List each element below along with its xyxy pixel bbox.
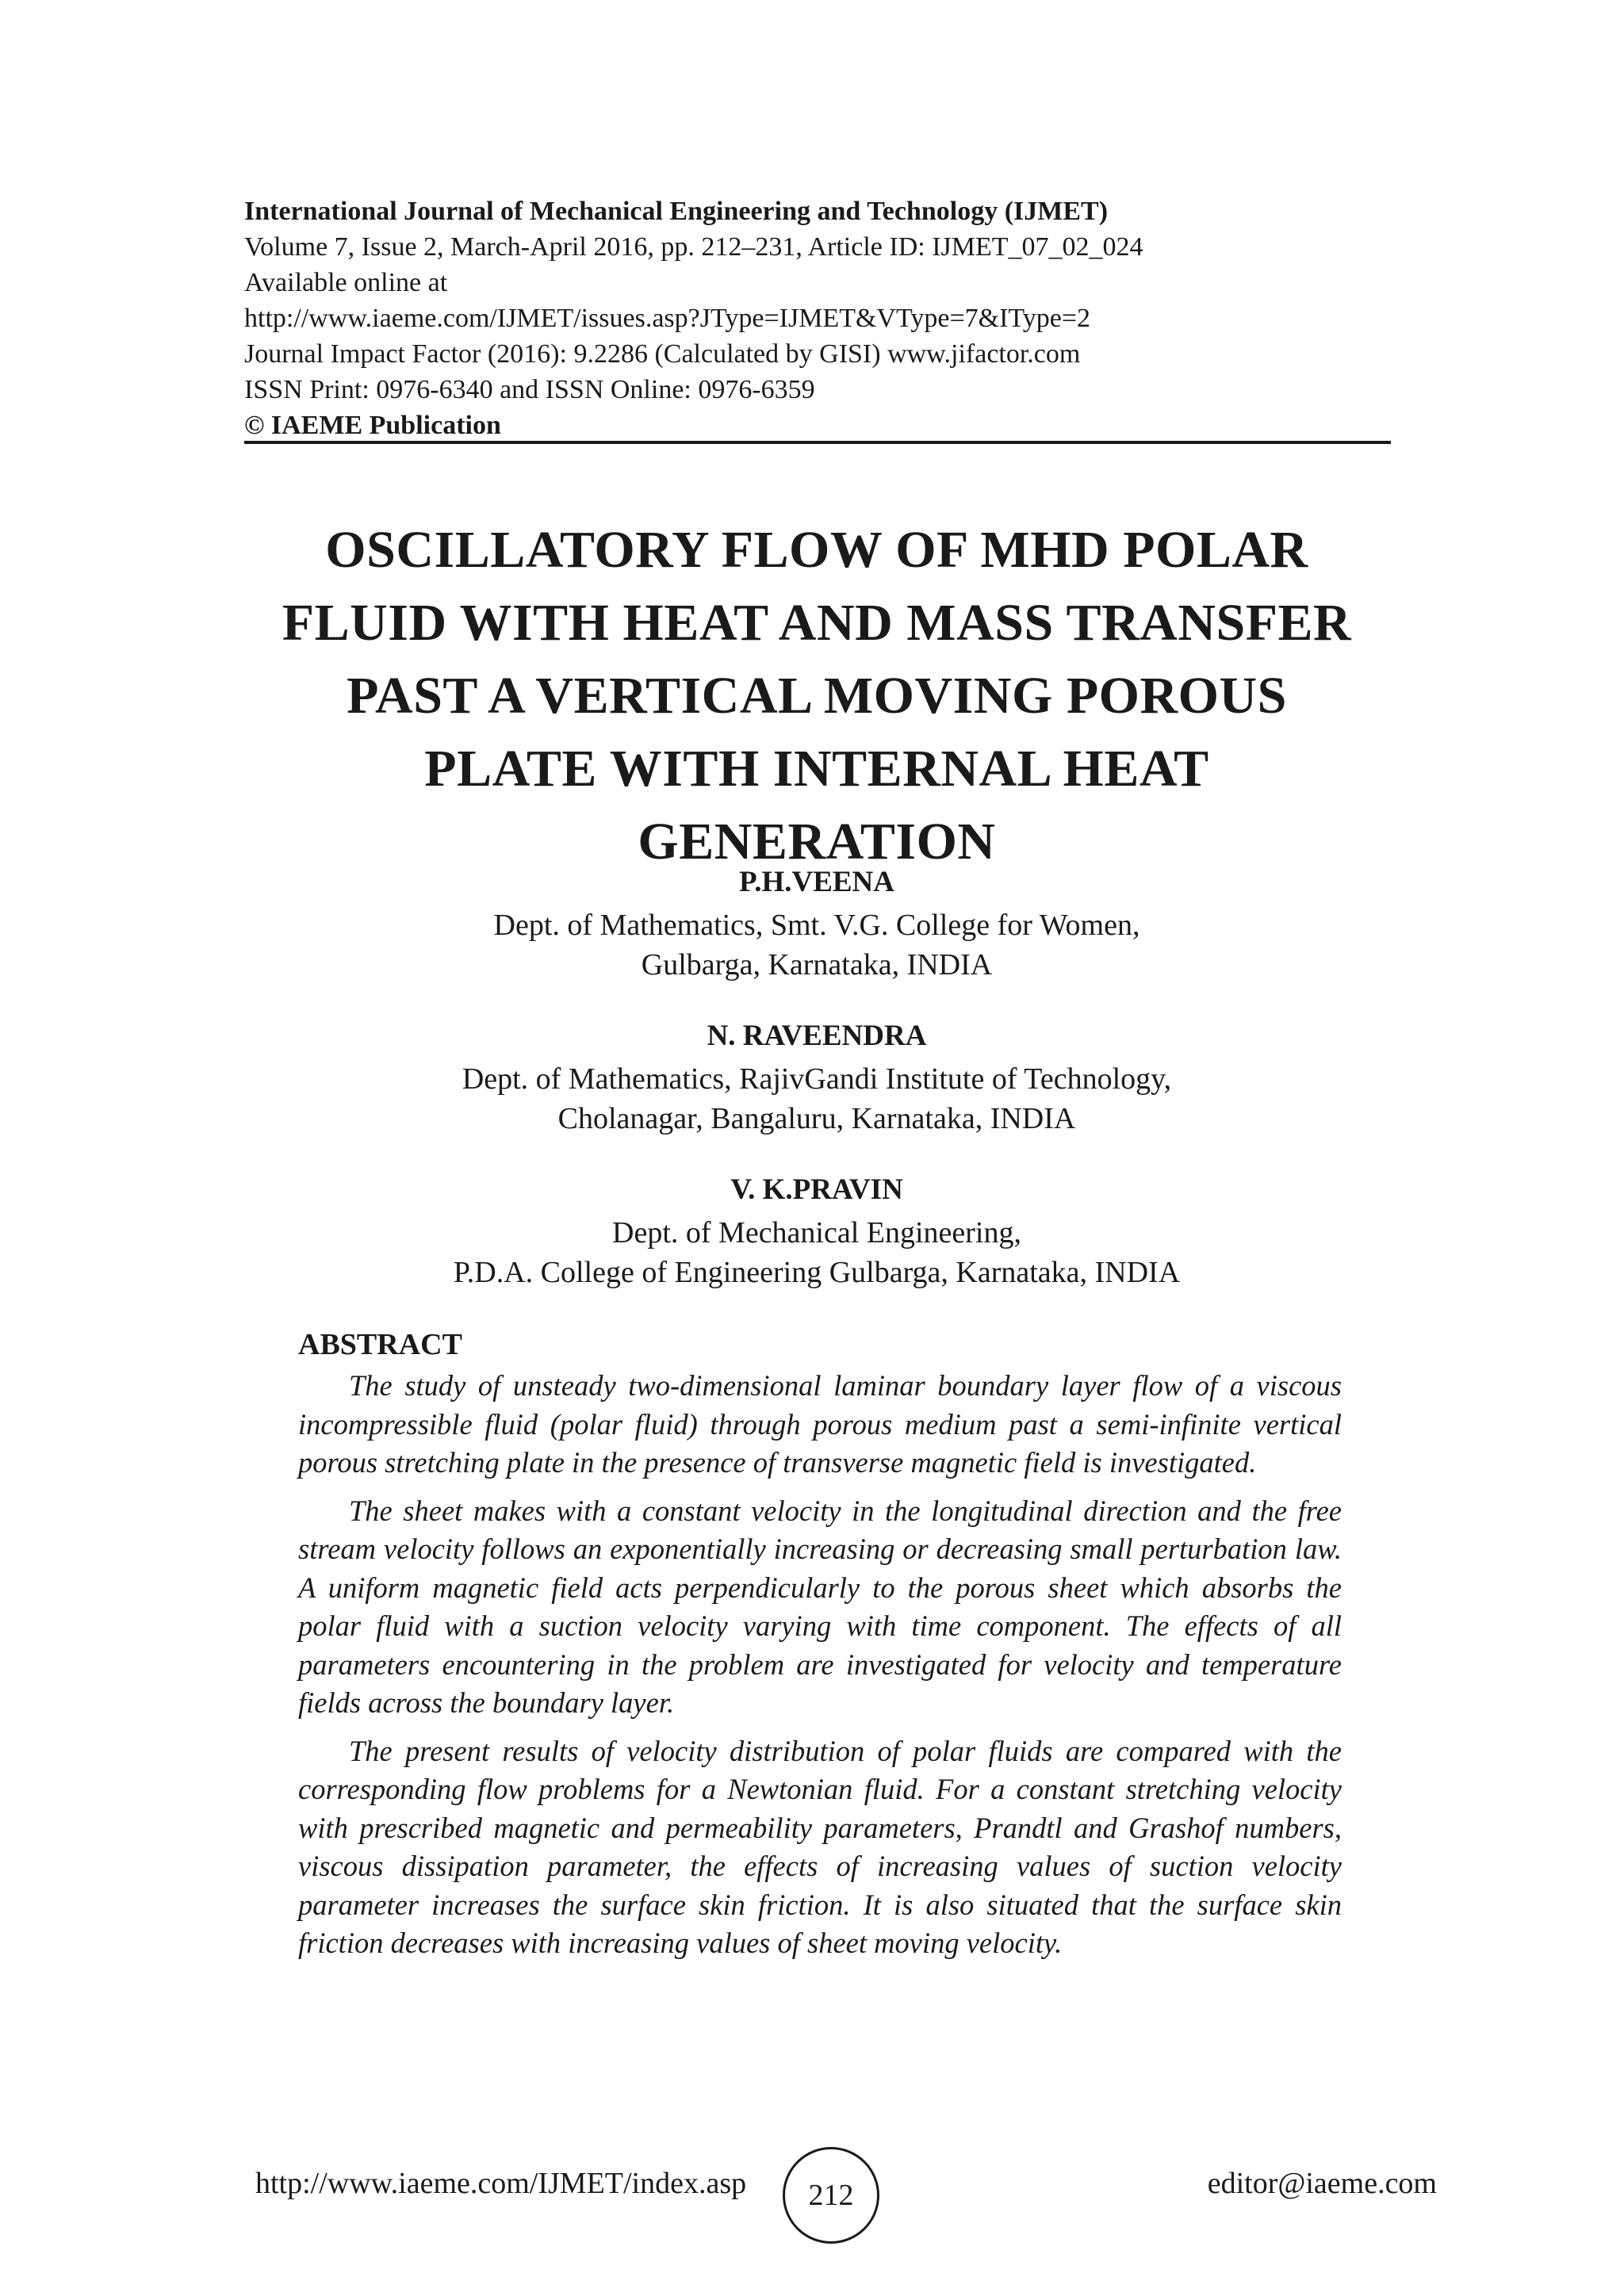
page-number: 212 [808,2179,854,2212]
available-online-label: Available online at [244,268,448,297]
impact-factor: Journal Impact Factor (2016): 9.2286 (Calculated by GISI) www.jifactor.com [244,339,1081,369]
author-name: P.H.VEENA [738,866,894,898]
abstract-paragraph: The present results of velocity distribution of polar fluids are compared with the corresponding flow problems for a Newtonian fluid. For a constant stretching velocity with prescribed magnetic and permeability parameters, Prandtl and Grashof numbers, viscous dissipation parameter, the effects of increasing values of suction velocity parameter increases the surface skin friction. It is also situated that the surface skin friction decreases with increasing values of sheet moving velocity. [298,1734,1342,1959]
abstract-section [298,1326,1342,1973]
title-line: GENERATION [638,813,996,871]
author-affiliation: Dept. of Mechanical Engineering, [612,1216,1021,1249]
author-block [238,1170,1396,1292]
page-number-badge [783,2147,879,2244]
title-line: PLATE WITH INTERNAL HEAT [424,740,1209,798]
title-line: FLUID WITH HEAT AND MASS TRANSFER [282,594,1352,652]
footer-email-link[interactable]: editor@iaeme.com [1207,2167,1437,2200]
issn-info: ISSN Print: 0976-6340 and ISSN Online: 0976-6359 [244,375,815,404]
publisher-copyright: © IAEME Publication [244,411,501,440]
issues-url-link[interactable]: http://www.iaeme.com/IJMET/issues.asp?JType=IJMET&VType=7&IType=2 [244,304,1091,333]
author-block [238,863,1396,985]
author-affiliation: Dept. of Mathematics, RajivGandi Institute of Technology, [462,1062,1172,1096]
volume-info: Volume 7, Issue 2, March-April 2016, pp. 212–231, Article ID: IJMET_07_02_024 [244,232,1143,262]
author-name: V. K.PRAVIN [730,1173,903,1206]
paper-title [238,514,1396,878]
journal-name: International Journal of Mechanical Engineering and Technology (IJMET) [244,197,1109,226]
author-affiliation: Dept. of Mathematics, Smt. V.G. College for Women, [493,909,1140,942]
title-line: OSCILLATORY FLOW OF MHD POLAR [325,521,1308,579]
header-divider [244,441,1391,444]
author-affiliation: Cholanagar, Bangaluru, Karnataka, INDIA [557,1102,1076,1135]
title-line: PAST A VERTICAL MOVING POROUS [347,667,1287,725]
abstract-paragraph: The study of unsteady two-dimensional laminar boundary layer flow of a viscous incompressible fluid (polar fluid) through porous medium past a semi-infinite vertical porous stretching plate in the presence of transverse magnetic field is investigated. [298,1369,1342,1479]
footer-url-link[interactable]: http://www.iaeme.com/IJMET/index.asp [255,2167,747,2200]
author-affiliation: P.D.A. College of Engineering Gulbarga, Karnataka, INDIA [453,1256,1181,1289]
abstract-paragraph: The sheet makes with a constant velocity in the longitudinal direction and the free stream velocity follows an exponentially increasing or decreasing small perturbation law. A uniform magnetic field acts perpendicularly to the porous sheet which absorbs the polar fluid with a suction velocity varying with time component. The effects of all parameters encountering in the problem are investigated for velocity and temperature fields across the boundary layer. [298,1494,1342,1719]
author-affiliation: Gulbarga, Karnataka, INDIA [641,948,993,982]
author-block [238,1016,1396,1138]
author-name: N. RAVEENDRA [707,1020,927,1052]
page-footer [0,2147,1624,2234]
journal-header [244,193,1394,443]
author-list [238,863,1396,1324]
abstract-heading: ABSTRACT [298,1328,462,1361]
